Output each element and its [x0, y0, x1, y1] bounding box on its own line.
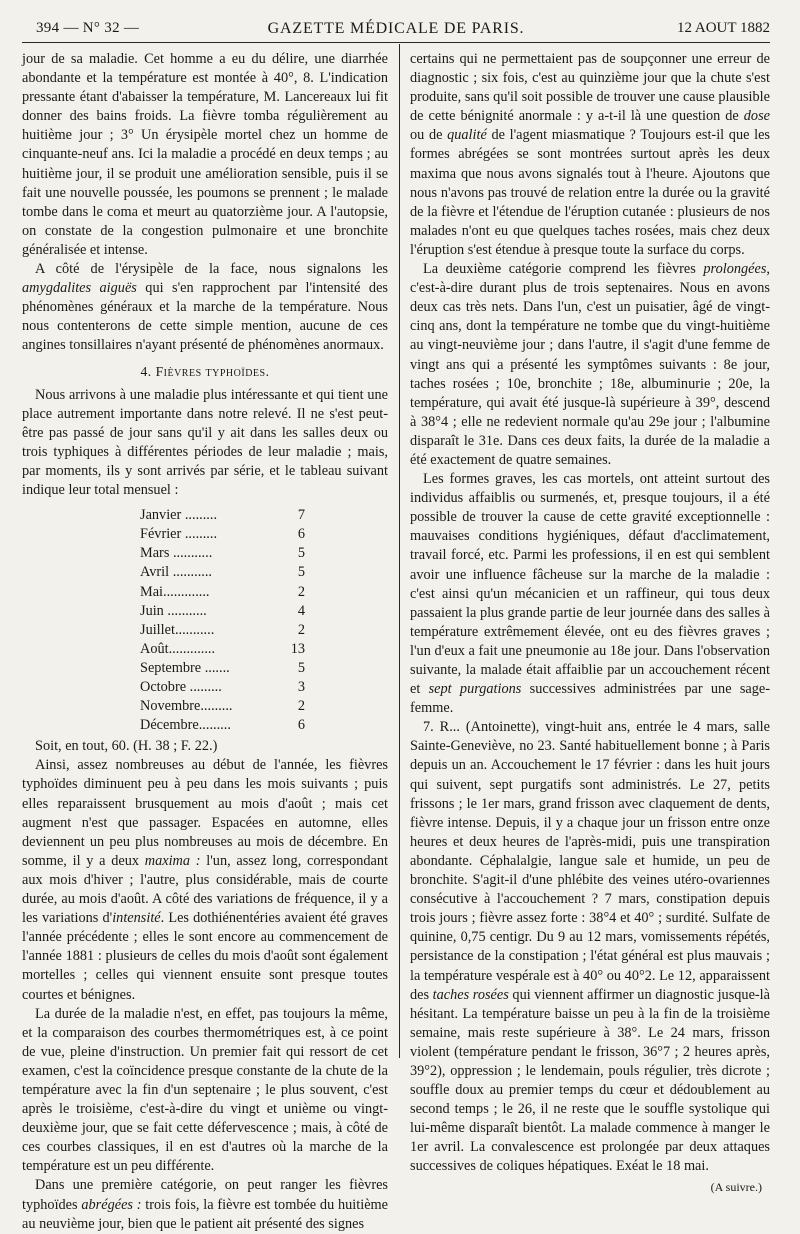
- paragraph-prolongees: La deuxième catégorie comprend les fièvres prolongées, c'est-à-dire durant plus de trois septenaires. Nous en avons deux cas très nets. Dans l'un, c'est un puisatier, âgé de vingt-cinq ans, dont la température ne tombe que du vingt-huitième au vingt-neuvième jour ; dans l'autre, il s'agit d'une femme de vingt ans qui a présenté les symptômes suivants : 8e jour, taches rosées ; 10e, bronchite ; 18e, albuminurie ; 20e, la température, qui avait été jusque-là supérieure à 39°, descend à 38°4 ; elle ne redevient normale qu'au 29e jour ; l'albumine disparaît le 31e. Dans ces deux faits, la durée de la maladie a été exactement de quatre semaines.: [410, 261, 770, 468]
- paragraph-amygdalites: A côté de l'érysipèle de la face, nous signalons les amygdalites aiguës qui s'en rapprochent par l'intensité des phénomènes généraux et la marche de la température. Nous nous contenterons de cette simple mention, aucune de ces angines tonsillaires n'ayant présenté de phénomènes anormaux.: [22, 261, 388, 354]
- issue-date: 12 AOUT 1882: [676, 20, 770, 36]
- month-row: Août............. 13: [140, 640, 305, 657]
- page-header: [22, 16, 770, 43]
- paragraph-abregees: Dans une première catégorie, on peut ranger les fièvres typhoïdes abrégées : trois fois, la fièvre est tombée du huitième au neuvième jour, bien que le patient ait présenté des signes: [22, 1177, 389, 1232]
- paragraph-continued: certains qui ne permettaient pas de soupçonner une erreur de diagnostic ; six fois, c'est au quinzième jour que la chute s'est produite, sans qu'il soit possible de trouver une cause plausible de cette bénignité anormale : y a-t-il là une question de dose ou de qualité de l'agent miasmatique ? Toujours est-il que les formes abrégées se sont montrées surtout après les deux maxima que nous avons signalés tout à l'heure. Ajoutons que nous n'avons pas trouvé de relation entre la durée ou la gravité de la fièvre et l'étendue de l'éruption cutanée : plusieurs de nos malades n'ont eu que quelques taches rosées, mais chez deux l'éruption s'est étendue à presque toute la surface du corps.: [410, 51, 770, 258]
- paragraph-formes-graves: Les formes graves, les cas mortels, ont atteint surtout des individus affaiblis ou surmenés, et, presque toujours, il a été possible de trouver la cause de cette gravité exceptionnelle : mauvaises conditions hygiéniques, défaut d'acclimatement, travail forcé, etc. Parmi les professions, il en est qui semblent avoir une influence fâcheuse sur la marche de la maladie : c'est ainsi qu'un mécanicien et un raffineur, qui tous deux passaient la plus grande partie de leur journée dans des salles à température extrêmement élevée, ont eu des fièvres graves ; l'un d'eux a fait une pneumonie au 18e jour. Dans l'observation suivante, la malade était affaiblie par un accouchement récent et sept purgations successives administrées par une sage-femme.: [410, 471, 770, 717]
- month-row: Juin ........... 4: [140, 602, 305, 619]
- month-row: Avril ........... 5: [140, 564, 305, 581]
- monthly-totals-table: [140, 506, 305, 735]
- journal-title: GAZETTE MÉDICALE DE PARIS.: [267, 20, 525, 37]
- month-row: Juillet........... 2: [140, 621, 305, 638]
- continued-note: (A suivre.): [710, 1179, 762, 1194]
- month-row: Septembre ....... 5: [140, 659, 305, 676]
- paragraph-maxima: Ainsi, assez nombreuses au début de l'année, les fièvres typhoïdes diminuent peu à peu dans les mois suivants ; puis elles reparaissent brusquement au mois d'août ; mais cet augment n'est que passager. Espacées en automne, elles deviennent un peu plus nombreuses au mois de décembre. En somme, il y a deux maxima : l'un, assez long, correspondant aux mois d'hiver ; l'autre, plus considérable, mais de courte durée, au mois d'août. A côté des variations de fréquence, il y a les variations d'intensité. Les dothiénentéries avaient été graves l'année précédente ; elles le sont encore au commencement de l'année 1881 : plusieurs de celles du mois d'août sont également mortelles ; celles qui viennent ensuite sont presque toutes courtes et bénignes.: [22, 757, 388, 1003]
- case-observation: 7. R... (Antoinette), vingt-huit ans, entrée le 4 mars, salle Sainte-Geneviève, no 23. Santé habituellement bonne ; à Paris depuis un an. Accouchement le 17 février : dans les huit jours qui suivent, sept purgatifs sont administrés. Le 27, petits frissons ; le 1er mars, grand frisson avec claquement de dents, fièvre intense. Depuis, il y a chaque jour un frisson entre onze heures et deux heures de l'après-midi, puis une transpiration abondante. Céphalalgie, langue sale et humide, un peu de bronchite. S'agit-il d'une phlébite des veines utéro-ovariennes consécutive à l'accouchement ? 7 mars, constipation depuis trois jours ; fièvre assez forte : 38°4 et 40° ; surdité. Sulfate de quinine, 0,75 centigr. Du 9 au 12 mars, vomissements répétés, persistance de la constipation ; l'état général est plus mauvais ; la température vespérale est à 40° ou 40°2. Le 12, apparaissent des taches rosées qui viennent affirmer un diagnostic jusque-là hésitant. La température baisse un peu à la fin de la troisième semaine, mais reste supérieure à 38°. Le 24 mars, frisson violent (température pendant le frisson, 36°7 ; 2 heures après, 39°2), oppression ; le lendemain, pouls régulier, très dicrote ; souffle doux au premier temps du cœur et dédoublement au second temps ; le 26, il ne reste que le souffle systolique qui lui-même disparaît bientôt. La malade commence à manger le 1er avril. La convalescence est prolongée par deux attaques successives de coliques hépatiques. Exéat le 18 mai.: [410, 719, 770, 1175]
- page-number: 394 — N° 32 —: [36, 20, 140, 36]
- month-row: Janvier ......... 7: [140, 507, 305, 524]
- paragraph: Nous arrivons à une maladie plus intéressante et qui tient une place autrement importante dans notre relevé. Il ne s'est peut-être pas passé de jour sans qu'il y ait dans les salles deux ou trois typhiques à différentes périodes de leur maladie ; mais, par moments, ils y sont arrivés par série, et le tableau suivant indique leur total mensuel :: [22, 386, 388, 499]
- total-line: Soit, en tout, 60. (H. 38 ; F. 22.): [35, 738, 218, 755]
- month-row: Mai............. 2: [140, 583, 305, 600]
- month-row: Novembre......... 2: [140, 698, 305, 715]
- month-row: Octobre ......... 3: [140, 679, 305, 695]
- section-heading: 4. Fièvres typhoïdes.: [140, 363, 270, 379]
- paragraph: La durée de la maladie n'est, en effet, pas toujours la même, et la comparaison des courbes thermométriques est, à ce point de vue, pleine d'instruction. Un premier fait qui ressort de cet examen, c'est la coïncidence presque constante de la chute de la température avec la fin d'un septenaire ; le plus souvent, c'est après le troisième, c'est-à-dire du vingt et unième ou vingt-deuxième jour, que se fait cette défervescence ; mais, à côté de ces courbes classiques, il en est d'autres où la marche de la température est un peu différente.: [22, 1005, 388, 1175]
- month-row: Mars ........... 5: [140, 545, 305, 562]
- right-column: [410, 50, 770, 1194]
- left-column: [22, 50, 389, 1232]
- paragraph: jour de sa maladie. Cet homme a eu du délire, une diarrhée abondante et la température est montée à 40°, 8. L'indication pressante étant d'abaisser la température, M. Lancereaux lui fit donner des bains froids. La fièvre tomba régulièrement au huitième jour ; 3° Un érysipèle mortel chez un homme de cinquante-neuf ans. Ici la maladie a procédé en deux temps ; au huitième jour, il se produit une amélioration sensible, puis il se fait une nouvelle poussée, les poumons se prennent ; le malade tombe dans le coma et meurt au quatorzième jour. A l'autopsie, on constate de la congestion pulmonaire et une bronchite généralisée et intense.: [22, 51, 388, 258]
- column-divider: [399, 44, 400, 1058]
- month-row: Février ......... 6: [140, 526, 305, 543]
- month-row: Décembre......... 6: [140, 717, 305, 734]
